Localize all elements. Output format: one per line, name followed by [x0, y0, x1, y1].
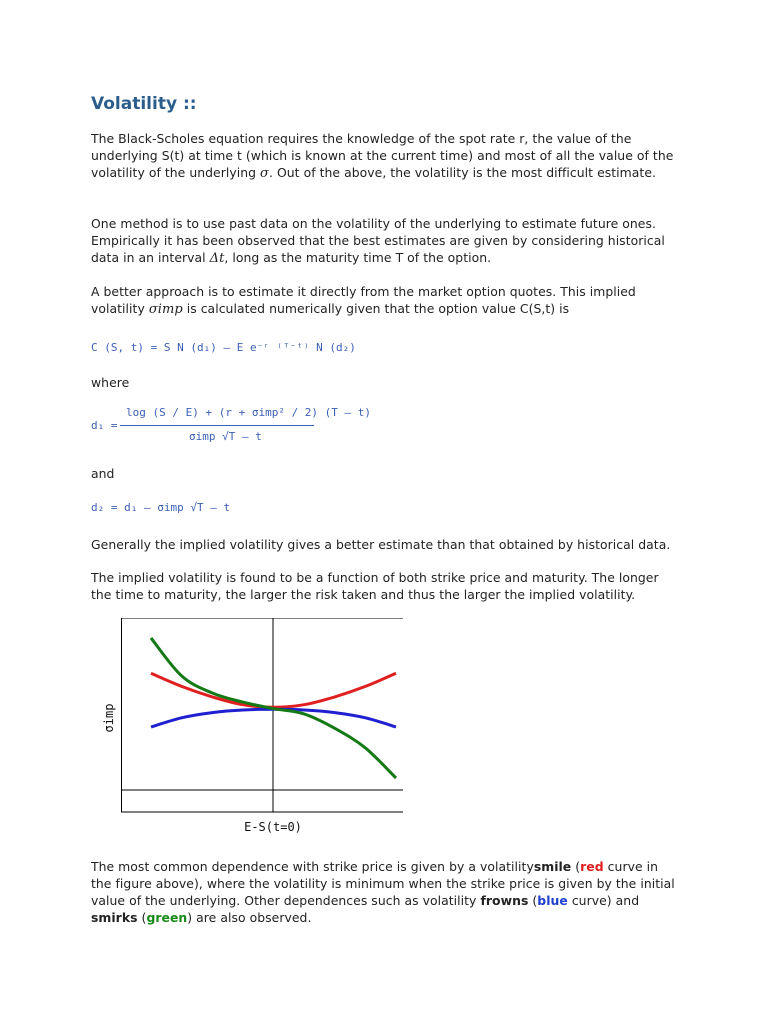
delta-t-symbol: Δt: [209, 251, 225, 266]
equation-option-value: C (S, t) = S N (d₁) – E e⁻ʳ ⁽ᵀ⁻ᵗ⁾ N (d₂): [91, 341, 356, 354]
equation-d2: d₂ = d₁ – σimp √T – t: [91, 501, 231, 514]
fraction-bar: [120, 425, 314, 426]
paragraph-generally: Generally the implied volatility gives a better estimate than that obtained by historical data.: [91, 537, 671, 552]
volatility-chart-svg: [121, 618, 403, 838]
paragraph-black-scholes: The Black-Scholes equation requires the knowledge of the spot rate r, the value of the underlying S(t) at time t (which is known at the current time) and most of all the value of the volatility of the underlying σ. Out of the above, the volatility is the most difficult estimate.: [91, 131, 674, 181]
equation-d1-lhs: d₁ =: [91, 419, 118, 432]
sigma-imp-symbol: σimp: [148, 302, 183, 317]
paragraph-historical: One method is to use past data on the volatility of the underlying to estimate future ones. Empirically it has been observed that the best estimates are given by considering historical data in an interval Δt, long as the maturity time T of the option.: [91, 216, 665, 266]
y-axis-label: σimp: [102, 703, 116, 733]
page-title: Volatility ::: [91, 94, 197, 114]
equation-d1-numerator: log (S / E) + (r + σimp² / 2) (T – t): [126, 406, 372, 419]
paragraph-smile: The most common dependence with strike price is given by a volatilitysmile (red curve in the figure above), where the volatility is minimum when the strike price is given by the initial value of the underlying. Other dependences such as volatility frowns (blue curve) and smirks (green) are also observed.: [91, 859, 675, 925]
equation-d1-denominator: σimp √T – t: [189, 430, 262, 443]
paragraph-implied: A better approach is to estimate it directly from the market option quotes. This implied volatility σimp is calculated numerically given that the option value C(S,t) is: [91, 284, 636, 317]
label-where: where: [91, 375, 130, 390]
paragraph-maturity: The implied volatility is found to be a function of both strike price and maturity. The longer the time to maturity, the larger the risk taken and thus the larger the implied volatility.: [91, 570, 659, 602]
volatility-chart: [102, 618, 403, 842]
y-axis-label-svg: [99, 698, 119, 738]
x-axis-label: E-S(t=0): [244, 820, 302, 834]
sigma-symbol: σ: [260, 166, 269, 181]
label-and: and: [91, 466, 115, 481]
